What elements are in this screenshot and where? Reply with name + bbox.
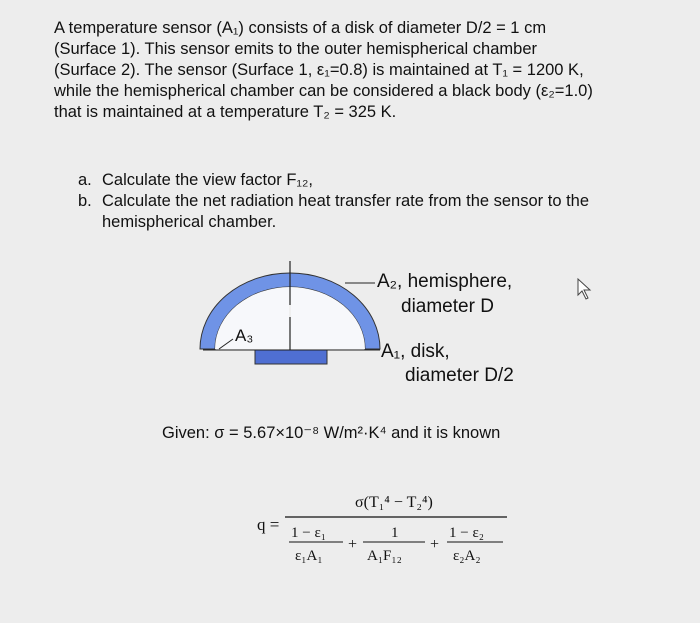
task-item-a [78, 170, 668, 191]
problem-line: (Surface 2). The sensor (Surface 1, ε₁=0.8) is maintained at T₁ = 1200 K, [54, 61, 584, 79]
disk-a1 [255, 350, 327, 364]
task-marker: b. [78, 192, 92, 210]
a2-label-line2: diameter D [401, 296, 494, 317]
hemisphere-figure [195, 255, 615, 400]
term2-denominator: A₁F₁₂ [367, 548, 402, 564]
task-list [78, 170, 668, 233]
problem-line: A temperature sensor (A₁) consists of a disk of diameter D/2 = 1 cm [54, 19, 547, 37]
term3-numerator: 1 − ε₂ [449, 525, 484, 541]
a1-label-line2: diameter D/2 [405, 365, 514, 386]
term2-numerator: 1 [391, 525, 399, 541]
plus-sign: + [430, 536, 440, 553]
net-exchange-equation [255, 485, 515, 575]
problem-line: while the hemispherical chamber can be considered a black body (ε₂=1.0) [54, 82, 593, 100]
plus-sign: + [348, 536, 358, 553]
term3-denominator: ε₂A₂ [453, 548, 481, 564]
term1-numerator: 1 − ε₁ [291, 525, 326, 541]
problem-line: (Surface 1). This sensor emits to the outer hemispherical chamber [54, 40, 537, 58]
problem-statement [54, 18, 674, 123]
cursor-icon [578, 279, 590, 299]
task-item-b [78, 191, 668, 233]
a3-label: A₃ [235, 326, 254, 345]
task-text: Calculate the net radiation heat transfer rate from the sensor to the hemispherical chamber. [102, 192, 590, 231]
term1-denominator: ε₁A₁ [295, 548, 323, 564]
equation-drawing [255, 485, 515, 570]
equation-lhs: q = [257, 515, 280, 534]
a2-label-line1: A₂, hemisphere, [377, 271, 513, 292]
task-text: Calculate the view factor F₁₂, [102, 171, 313, 189]
given-constants: Given: σ = 5.67×10⁻⁸ W/m²·K⁴ and it is known [162, 424, 501, 442]
a1-label-line1: A₁, disk, [381, 341, 450, 362]
equation-numerator: σ(T₁⁴ − T₂⁴) [355, 494, 433, 511]
problem-line: that is maintained at a temperature T₂ = 325 K. [54, 103, 397, 121]
task-marker: a. [78, 171, 92, 189]
